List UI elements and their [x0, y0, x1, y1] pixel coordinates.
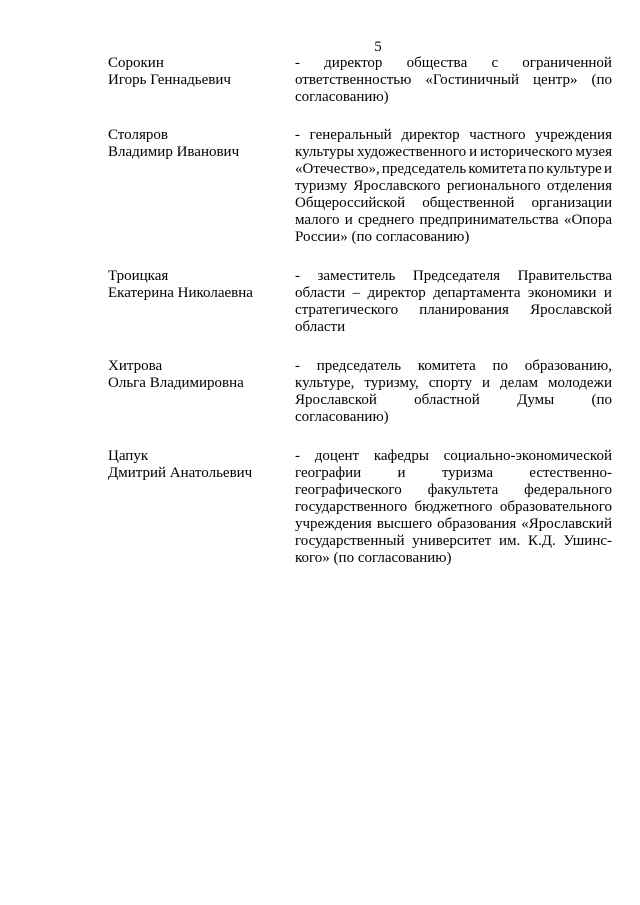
position-word: – — [352, 285, 361, 301]
position-word: директор — [401, 127, 460, 143]
position-word: Ярославского — [353, 178, 441, 194]
position-word: департамента — [433, 285, 521, 301]
position-word: председатель — [381, 161, 467, 177]
position-word: Ярославской — [295, 392, 377, 408]
member-surname: Хитрова — [108, 358, 163, 374]
member-given-name: Дмитрий Анатольевич — [108, 465, 253, 481]
position-line: России» (по согласованию) — [295, 229, 470, 245]
member-given-name: Екатерина Николаевна — [108, 285, 253, 301]
member-entry-sorokin — [108, 55, 612, 106]
position-line — [295, 375, 612, 392]
position-word: спорту — [428, 375, 473, 391]
member-position — [295, 55, 612, 106]
page-number: 5 — [374, 39, 382, 55]
position-word: и — [397, 465, 406, 481]
position-line — [295, 72, 612, 89]
position-word: «Опора — [563, 212, 612, 228]
member-position — [295, 268, 612, 336]
member-surname: Цапук — [108, 448, 149, 464]
position-word: председатель — [316, 358, 402, 374]
position-word: образованию, — [524, 358, 612, 374]
position-word: кафедры — [373, 448, 429, 464]
position-word: им. — [499, 533, 521, 549]
position-word: факультета — [427, 482, 499, 498]
member-name — [108, 448, 295, 567]
position-word: обществa — [406, 55, 468, 71]
position-word: с — [491, 55, 499, 71]
position-word: комитета — [468, 161, 527, 177]
position-word: планирования — [419, 302, 509, 318]
position-word: директор — [367, 285, 426, 301]
position-word: «Гостиничный — [425, 72, 520, 88]
position-line: кого» (по согласованию) — [295, 550, 452, 566]
position-line — [295, 178, 612, 195]
position-word: культуре — [546, 161, 602, 177]
member-position — [295, 358, 612, 426]
position-word: культуры — [295, 144, 355, 160]
position-word: - — [295, 268, 300, 284]
position-word: (по — [591, 392, 612, 408]
position-word: Правительства — [517, 268, 612, 284]
position-word: ответственностью — [295, 72, 412, 88]
member-name — [108, 358, 295, 426]
position-line: согласованию) — [295, 409, 389, 425]
position-line: области — [295, 319, 346, 335]
position-line — [295, 358, 612, 375]
position-line — [295, 161, 612, 178]
position-word: естественно- — [529, 465, 612, 481]
position-word: и — [482, 375, 491, 391]
member-given-name: Игорь Геннадьевич — [108, 72, 231, 88]
position-word: образовательного — [499, 499, 612, 515]
position-word: по — [492, 358, 509, 374]
member-surname: Троицкая — [108, 268, 169, 284]
position-line — [295, 127, 612, 144]
position-word: и — [603, 285, 612, 301]
position-line — [295, 144, 612, 161]
position-word: и — [603, 161, 612, 177]
position-line — [295, 533, 612, 550]
position-word: заместитель — [317, 268, 396, 284]
position-word: - — [295, 448, 300, 464]
position-word: областной — [414, 392, 480, 408]
position-word: области — [295, 285, 346, 301]
position-word: художественного — [357, 144, 467, 160]
position-word: организации — [531, 195, 612, 211]
member-surname: Столяров — [108, 127, 168, 143]
member-entry-troitskaya — [108, 268, 612, 336]
position-word: образования — [437, 516, 517, 532]
position-word: Ярославской — [530, 302, 612, 318]
position-word: туризму — [295, 178, 348, 194]
position-word: частного — [469, 127, 526, 143]
member-position — [295, 127, 612, 246]
position-word: (по — [591, 72, 612, 88]
member-position — [295, 448, 612, 567]
position-line — [295, 55, 612, 72]
position-word: среднего — [358, 212, 415, 228]
position-word: общественной — [422, 195, 515, 211]
member-given-name: Ольга Владимировна — [108, 375, 244, 391]
member-entry-khitrova — [108, 358, 612, 426]
position-word: стратегического — [295, 302, 399, 318]
member-name — [108, 55, 295, 106]
position-word: государственного — [295, 499, 408, 515]
position-word: федерального — [524, 482, 612, 498]
member-surname: Сорокин — [108, 55, 164, 71]
member-name — [108, 268, 295, 336]
position-line: согласованию) — [295, 89, 389, 105]
position-line — [295, 302, 612, 319]
position-word: музея — [575, 144, 612, 160]
position-word: университет — [412, 533, 492, 549]
position-word: «Отечество», — [295, 161, 380, 177]
position-line — [295, 285, 612, 302]
position-word: Общероссийской — [295, 195, 406, 211]
position-word: исторического — [480, 144, 573, 160]
position-word: социально-экономической — [443, 448, 612, 464]
position-line — [295, 516, 612, 533]
position-word: географии — [295, 465, 362, 481]
position-word: Думы — [517, 392, 555, 408]
position-word: географического — [295, 482, 402, 498]
position-word: - — [295, 127, 300, 143]
position-line — [295, 465, 612, 482]
position-word: комитета — [417, 358, 476, 374]
position-line — [295, 482, 612, 499]
position-word: делам — [500, 375, 538, 391]
position-word: предпринимательства — [419, 212, 559, 228]
position-word: центр» — [533, 72, 578, 88]
position-word: учреждения — [295, 516, 372, 532]
position-word: «Ярославский — [521, 516, 612, 532]
position-word: туризму, — [364, 375, 419, 391]
member-entry-stolyarov — [108, 127, 612, 246]
member-given-name: Владимир Иванович — [108, 144, 240, 160]
member-name — [108, 127, 295, 246]
position-word: культуре, — [295, 375, 355, 391]
member-entry-tsapuk — [108, 448, 612, 567]
position-word: экономики — [527, 285, 597, 301]
position-word: Ушинс- — [563, 533, 612, 549]
position-word: и — [469, 144, 478, 160]
position-word: учреждения — [535, 127, 612, 143]
position-word: ограниченной — [522, 55, 612, 71]
position-word: генеральный — [309, 127, 392, 143]
position-word: К.Д. — [528, 533, 556, 549]
position-word: государственный — [295, 533, 405, 549]
position-word: регионального — [446, 178, 541, 194]
position-word: по — [528, 161, 544, 177]
position-word: высшего — [376, 516, 433, 532]
position-word: доцент — [314, 448, 360, 464]
position-word: бюджетного — [414, 499, 493, 515]
position-word: туризма — [441, 465, 493, 481]
position-word: отделения — [546, 178, 612, 194]
position-line — [295, 499, 612, 516]
position-word: малого — [295, 212, 340, 228]
position-line — [295, 392, 612, 409]
position-word: молодежи — [547, 375, 612, 391]
position-word: Председателя — [412, 268, 501, 284]
position-line — [295, 195, 612, 212]
position-line — [295, 448, 612, 465]
position-word: и — [344, 212, 353, 228]
members-list — [108, 55, 612, 589]
position-word: - — [295, 55, 300, 71]
position-line — [295, 212, 612, 229]
position-word: - — [295, 358, 300, 374]
position-line — [295, 268, 612, 285]
position-word: директор — [324, 55, 383, 71]
